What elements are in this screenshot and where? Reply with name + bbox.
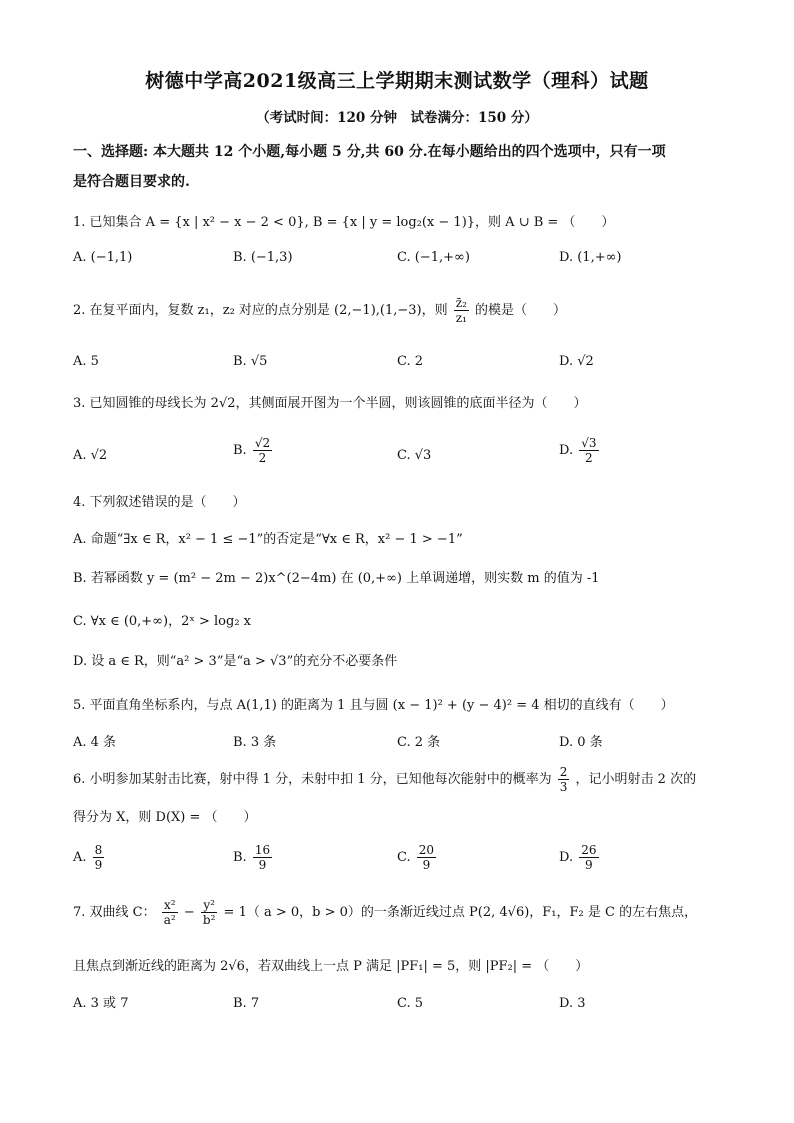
option-fraction [253,843,272,872]
question-2-option-b: B. √5 [233,354,268,369]
option-label: B. [233,443,247,458]
fraction-denominator: 9 [422,858,431,872]
option-fraction [253,436,272,465]
option-fraction [93,843,105,872]
fraction-denominator: a² [163,913,176,927]
section-heading-line2: 是符合题目要求的. [73,174,190,190]
option-fraction [417,843,436,872]
question-6-stem-start: 6. 小明参加某射击比赛，射中得 1 分，未射中扣 1 分，已知他每次能射中的概率为 [73,772,556,787]
option-label: A. [73,850,87,865]
question-6-option-a [73,843,106,872]
question-1-option-c: C. (−1,+∞) [397,250,470,265]
fraction-numerator: 8 [94,843,103,857]
fraction-numerator: y² [201,898,218,913]
fraction-denominator: z₁ [455,311,467,325]
question-1-option-d: D. (1,+∞) [559,250,622,265]
option-fraction [579,436,598,465]
question-4-option-a: A. 命题“∃x ∈ R，x² − 1 ≤ −1”的否定是“∀x ∈ R，x² − 1 > −1” [73,532,463,547]
option-fraction [579,843,598,872]
question-5-option-a: A. 4 条 [73,735,117,750]
question-5-option-c: C. 2 条 [397,735,441,750]
option-label: B. [233,850,247,865]
question-6-stem-end: ，记小明射击 2 次的 [575,772,697,787]
question-4-option-d: D. 设 a ∈ R，则“a² > 3”是“a > √3”的充分不必要条件 [73,654,398,669]
question-4-option-b: B. 若幂函数 y = (m² − 2m − 2)x^(2−4m) 在 (0,+∞) 上单调递增，则实数 m 的值为 -1 [73,571,600,586]
fraction-numerator: √2 [254,436,271,450]
fraction-denominator: b² [202,913,216,927]
exam-title: 树德中学高2021级高三上学期期末测试数学（理科）试题 [145,70,649,92]
question-1-option-a: A. (−1,1) [73,250,133,265]
minus-sign: − [183,905,199,920]
question-7-stem-start: 7. 双曲线 C： [73,905,156,920]
question-3-stem: 3. 已知圆锥的母线长为 2√2，其侧面展开图为一个半圆，则该圆锥的底面半径为（ ） [73,396,587,411]
option-label: D. [559,850,574,865]
fraction-numerator: √3 [581,436,597,450]
question-6-option-d [559,843,601,872]
question-7-stem-end: = 1（ a > 0，b > 0）的一条渐近线过点 P(2, 4√6)，F₁，F₂ 是 C 的左右焦点， [223,905,698,920]
question-3-option-a: A. √2 [73,448,108,463]
section-heading [73,137,723,197]
question-6-probability [558,765,570,794]
question-7-stem-line2: 且焦点到渐近线的距离为 2√6，若双曲线上一点 P 满足 |PF₁| = 5，则 |PF₂| = （ ） [73,959,589,974]
fraction-numerator: 2 [559,765,568,779]
question-3-option-d [559,436,601,465]
question-3-option-b [233,436,274,465]
section-heading-line1: 一、选择题: 本大题共 12 个小题,每小题 5 分,共 60 分.在每小题给出的四个选项中，只有一项 [73,144,666,160]
fraction-numerator: 20 [418,843,435,857]
question-2-option-a: A. 5 [73,354,99,369]
question-6-option-b [233,843,274,872]
question-6-stem [73,765,728,794]
question-7-option-b: B. 7 [233,996,260,1011]
question-4-stem: 4. 下列叙述错误的是（ ） [73,495,246,510]
fraction-denominator: 2 [258,451,267,465]
fraction-denominator: 2 [585,451,593,465]
fraction-numerator: 26 [581,843,597,857]
fraction-denominator: 3 [559,780,568,794]
option-label: D. [559,443,574,458]
question-2-option-c: C. 2 [397,354,424,369]
question-4-option-c: C. ∀x ∈ (0,+∞)，2ˣ > log₂ x [73,614,252,629]
hyperbola-y-term [201,898,218,927]
question-5-option-b: B. 3 条 [233,735,277,750]
question-2-stem [73,296,728,325]
question-1-stem: 1. 已知集合 A = {x | x² − x − 2 < 0}, B = {x | y = log₂(x − 1)}，则 A ∪ B = （ ） [73,215,615,230]
question-2-stem-end: 的模是（ ） [475,303,567,318]
fraction-numerator: x² [162,898,178,913]
question-2-stem-start: 2. 在复平面内，复数 z₁，z₂ 对应的点分别是 (2,−1),(1,−3)，则 [73,303,452,318]
fraction-denominator: 9 [94,858,103,872]
question-3-option-c: C. √3 [397,448,432,463]
question-7-option-c: C. 5 [397,996,424,1011]
fraction-denominator: 9 [258,858,267,872]
question-1-option-b: B. (−1,3) [233,250,293,265]
fraction-numerator: 16 [254,843,271,857]
hyperbola-x-term [162,898,178,927]
fraction-denominator: 9 [585,858,593,872]
question-2-option-d: D. √2 [559,354,594,369]
question-7-stem [73,898,728,927]
exam-subtitle: （考试时间：120 分钟 试卷满分：150 分） [256,110,538,126]
question-7-option-a: A. 3 或 7 [73,996,129,1011]
question-2-fraction [454,296,469,325]
option-label: C. [397,850,411,865]
question-6-option-c [397,843,438,872]
question-6-stem-line2: 得分为 X，则 D(X) = （ ） [73,810,257,825]
question-5-stem: 5. 平面直角坐标系内，与点 A(1,1) 的距离为 1 且与圆 (x − 1)² + (y − 4)² = 4 相切的直线有（ ） [73,698,674,713]
fraction-numerator: z̄₂ [455,296,467,310]
question-7-option-d: D. 3 [559,996,586,1011]
question-5-option-d: D. 0 条 [559,735,603,750]
